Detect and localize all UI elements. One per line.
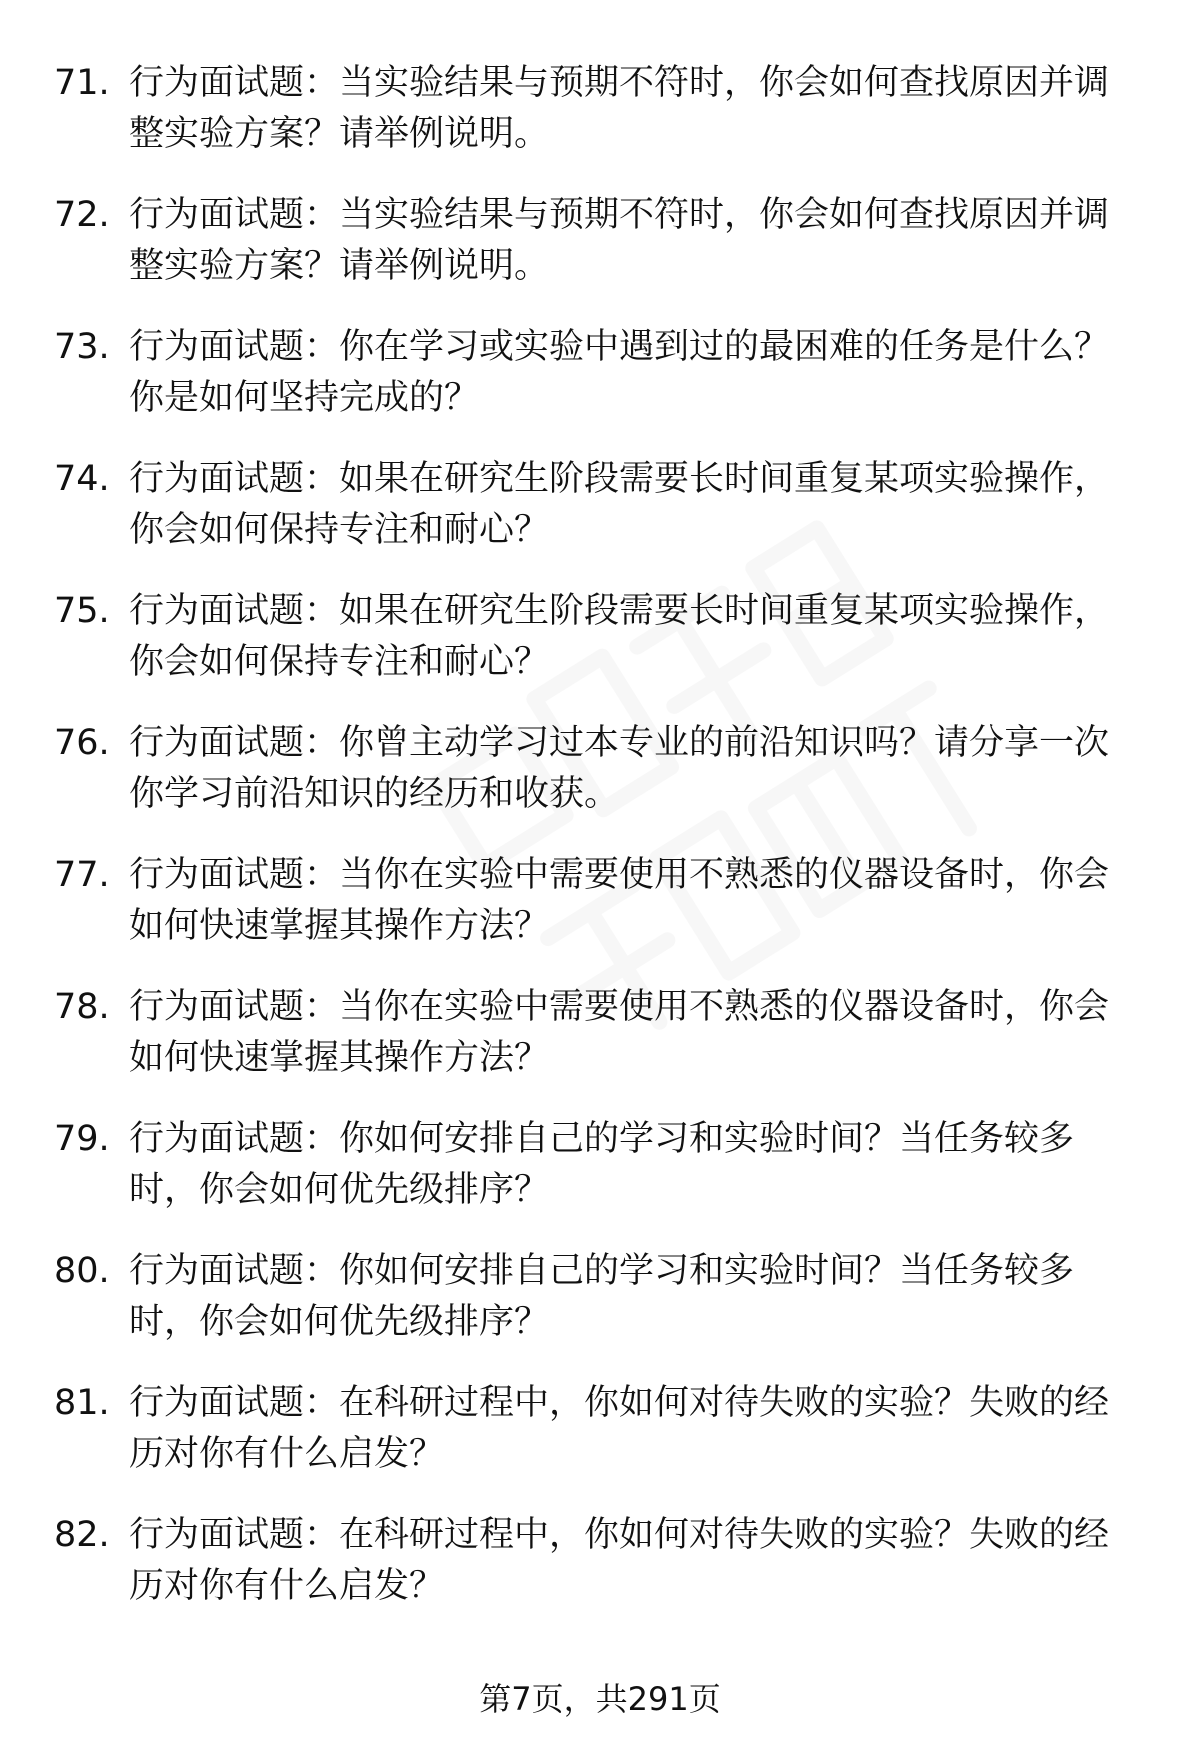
question-item-73 xyxy=(54,322,1154,454)
question-item-78 xyxy=(54,982,1154,1114)
question-item-75 xyxy=(54,586,1154,718)
question-item-77 xyxy=(54,850,1154,982)
question-number: 78. xyxy=(54,987,110,1027)
question-text: 行为面试题：当实验结果与预期不符时，你会如何查找原因并调 整实验方案？请举例说明。 xyxy=(129,195,1110,286)
question-text: 行为面试题：当你在实验中需要使用不熟悉的仪器设备时，你会 如何快速掌握其操作方法？ xyxy=(129,987,1110,1078)
question-text: 行为面试题：你如何安排自己的学习和实验时间？当任务较多 时，你会如何优先级排序？ xyxy=(129,1119,1075,1210)
question-text: 行为面试题：如果在研究生阶段需要长时间重复某项实验操作， 你会如何保持专注和耐心？ xyxy=(129,459,1110,550)
question-text: 行为面试题：在科研过程中，你如何对待失败的实验？失败的经 历对你有什么启发？ xyxy=(129,1515,1110,1606)
question-number: 76. xyxy=(54,723,110,763)
question-number: 73. xyxy=(54,327,110,367)
question-text: 行为面试题：你如何安排自己的学习和实验时间？当任务较多 时，你会如何优先级排序？ xyxy=(129,1251,1075,1342)
question-number: 82. xyxy=(54,1515,110,1555)
question-text: 行为面试题：当实验结果与预期不符时，你会如何查找原因并调 整实验方案？请举例说明。 xyxy=(129,63,1110,154)
question-item-81 xyxy=(54,1378,1154,1510)
question-number: 81. xyxy=(54,1383,110,1423)
question-number: 75. xyxy=(54,591,110,631)
question-number: 79. xyxy=(54,1119,110,1159)
question-text: 行为面试题：你在学习或实验中遇到过的最困难的任务是什么？ 你是如何坚持完成的？ xyxy=(129,327,1110,418)
question-item-71 xyxy=(54,58,1154,190)
question-item-82 xyxy=(54,1510,1154,1642)
question-item-79 xyxy=(54,1114,1154,1246)
question-list xyxy=(54,58,1154,1642)
question-item-80 xyxy=(54,1246,1154,1378)
question-text: 行为面试题：在科研过程中，你如何对待失败的实验？失败的经 历对你有什么启发？ xyxy=(129,1383,1110,1474)
question-number: 74. xyxy=(54,459,110,499)
page-number: 第7页，共291页 xyxy=(479,1680,721,1718)
question-text: 行为面试题：如果在研究生阶段需要长时间重复某项实验操作， 你会如何保持专注和耐心？ xyxy=(129,591,1110,682)
question-text: 行为面试题：当你在实验中需要使用不熟悉的仪器设备时，你会 如何快速掌握其操作方法？ xyxy=(129,855,1110,946)
question-text: 行为面试题：你曾主动学习过本专业的前沿知识吗？请分享一次 你学习前沿知识的经历和收获。 xyxy=(129,723,1110,814)
question-number: 77. xyxy=(54,855,110,895)
question-item-76 xyxy=(54,718,1154,850)
question-number: 71. xyxy=(54,63,110,103)
question-item-74 xyxy=(54,454,1154,586)
question-number: 72. xyxy=(54,195,110,235)
question-number: 80. xyxy=(54,1251,110,1291)
question-item-72 xyxy=(54,190,1154,322)
